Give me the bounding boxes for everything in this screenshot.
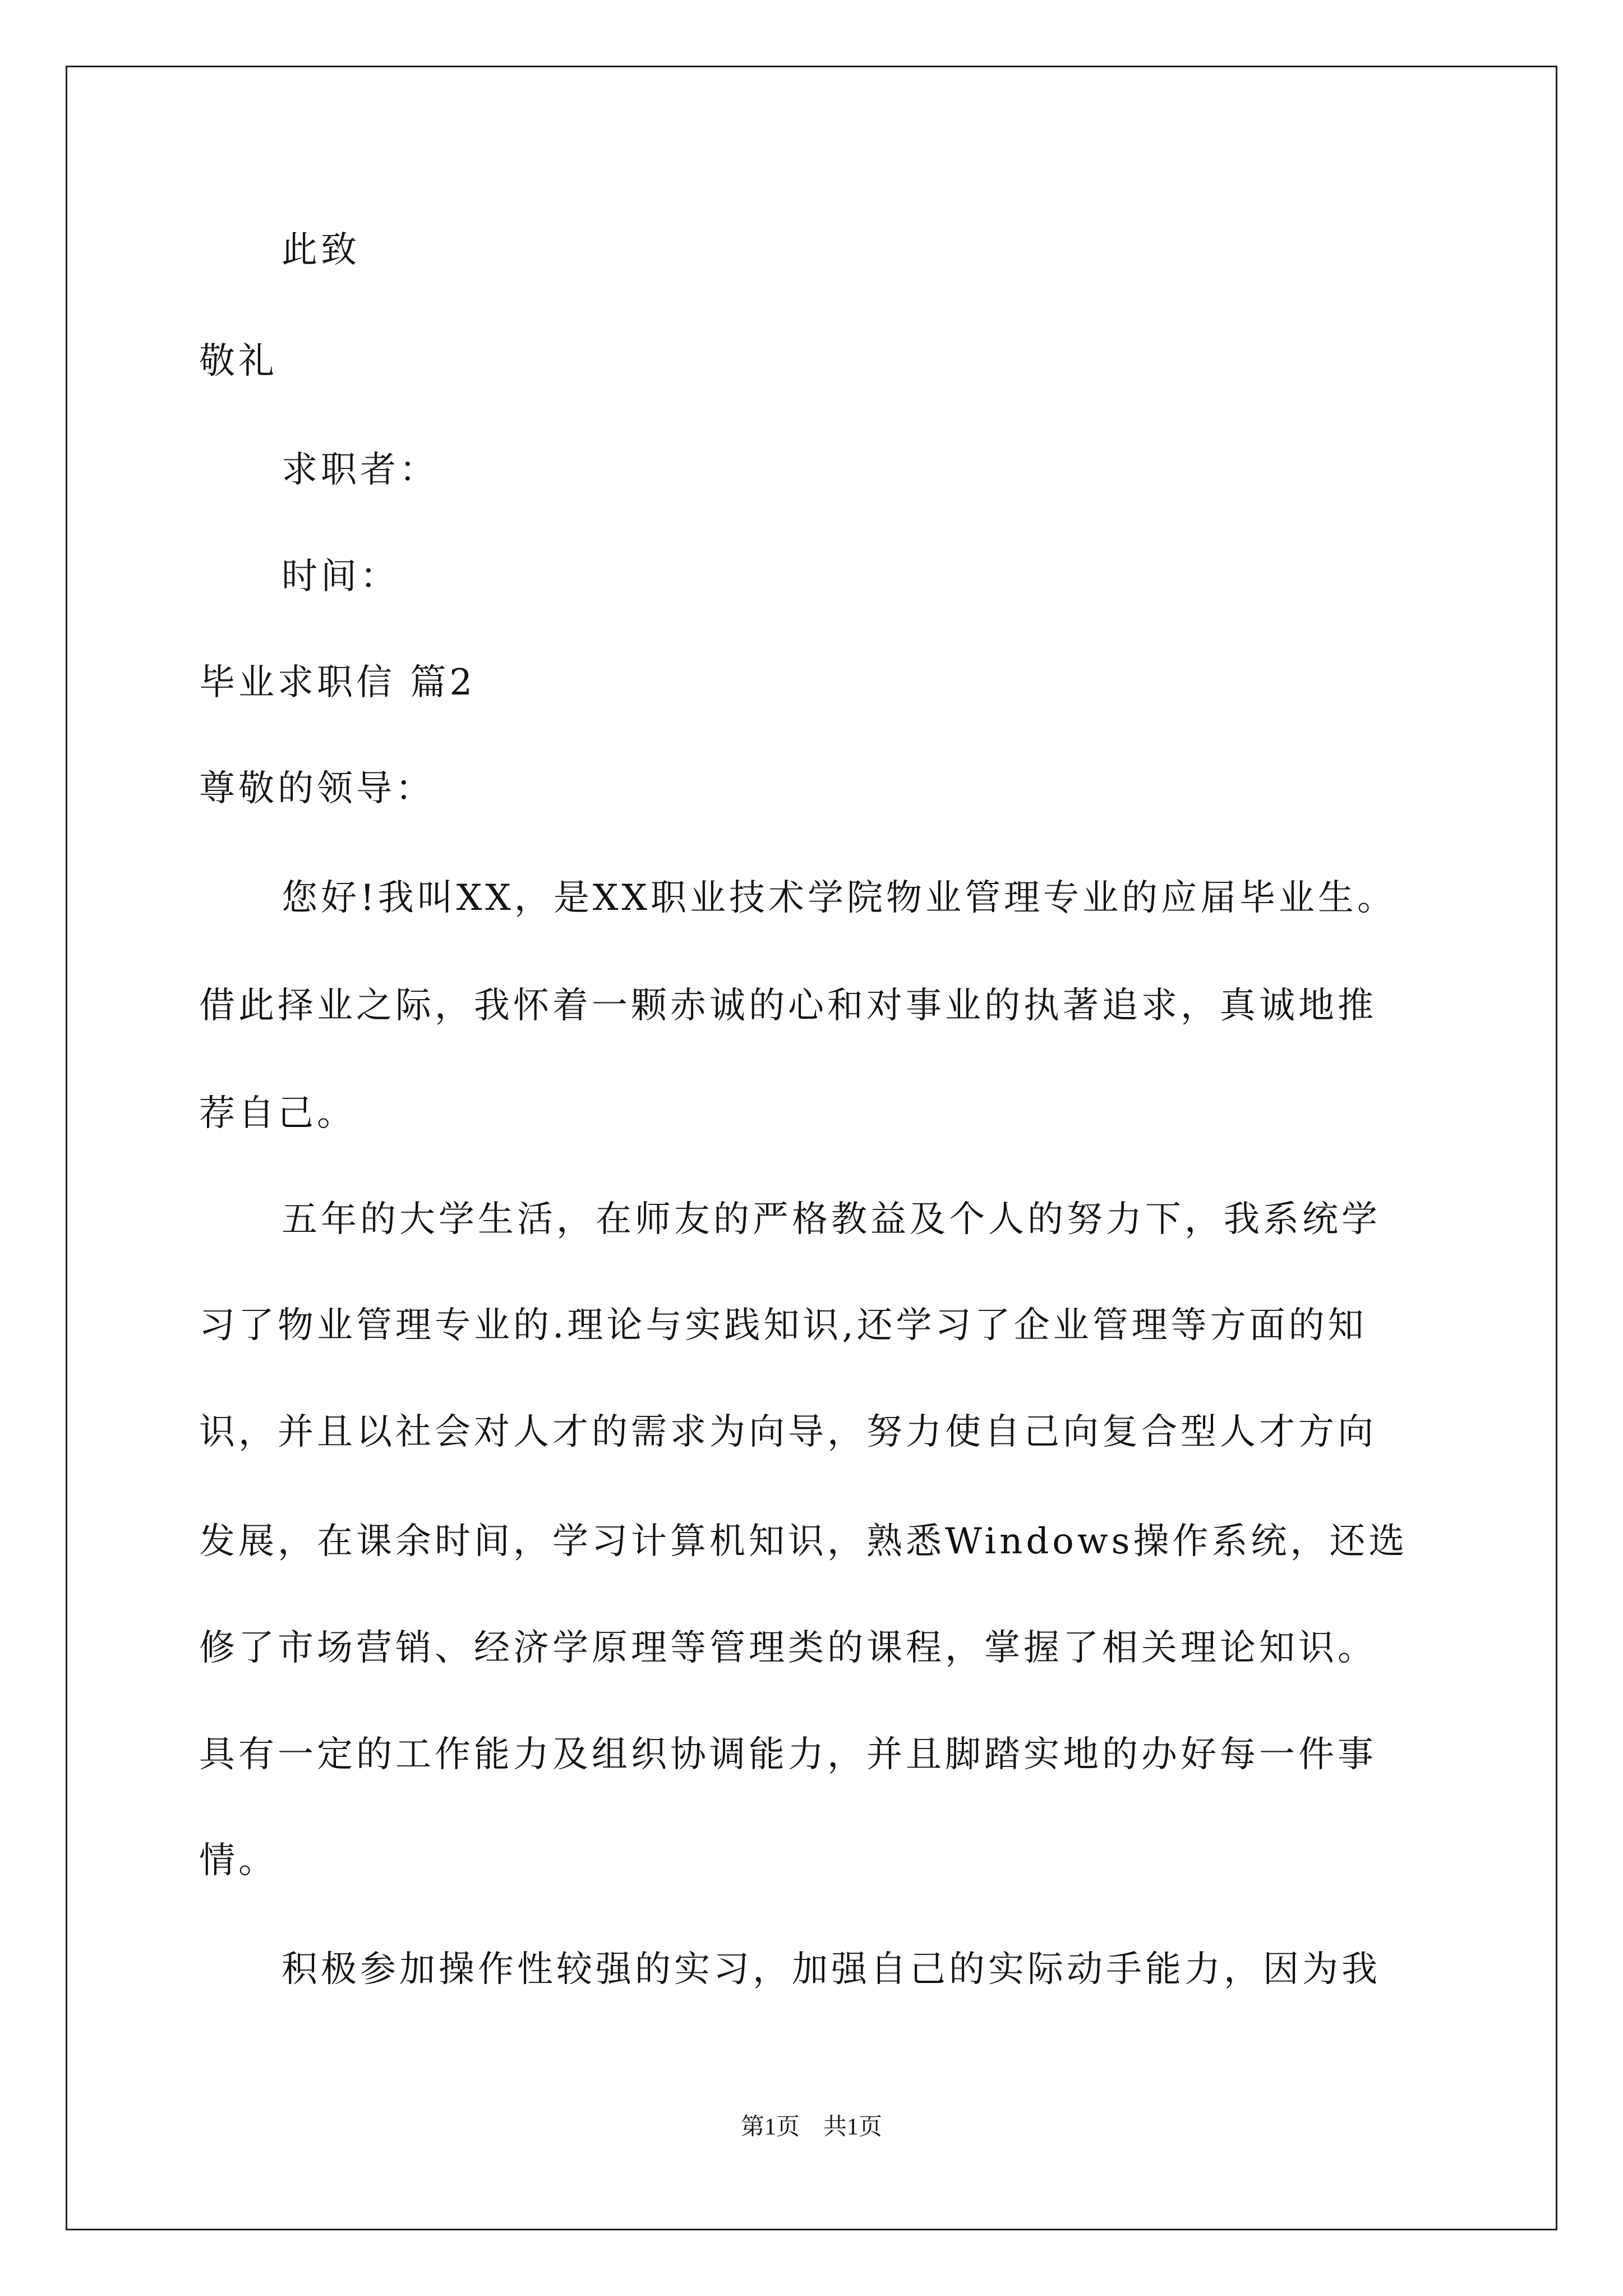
paragraph-2-line: 具有一定的工作能力及组织协调能力，并且脚踏实地的办好每一件事 (199, 1734, 1377, 1775)
paragraph-2-line: 发展，在课余时间，学习计算机知识，熟悉Windows操作系统，还选 (199, 1521, 1408, 1562)
paragraph-2-line: 习了物业管理专业的.理论与实践知识,还学习了企业管理等方面的知 (199, 1305, 1367, 1346)
paragraph-2-line: 识，并且以社会对人才的需求为向导，努力使自己向复合型人才方向 (199, 1411, 1377, 1453)
time-label: 时间： (282, 556, 399, 597)
paragraph-2-line: 情。 (199, 1840, 278, 1881)
page-footer: 第1页 共1页 (740, 2114, 882, 2140)
paragraph-2-line: 五年的大学生活，在师友的严格教益及个人的努力下，我系统学 (282, 1199, 1381, 1240)
paragraph-1-line: 荐自己。 (199, 1093, 356, 1134)
paragraph-1-line: 借此择业之际，我怀着一颗赤诚的心和对事业的执著追求，真诚地推 (199, 985, 1377, 1027)
salutation: 尊敬的领导： (199, 768, 435, 809)
closing-jingli: 敬礼 (199, 341, 278, 382)
paragraph-3-line: 积极参加操作性较强的实习，加强自己的实际动手能力，因为我 (282, 1949, 1381, 1990)
section-heading: 毕业求职信 篇2 (199, 662, 476, 703)
paragraph-2-line: 修了市场营销、经济学原理等管理类的课程，掌握了相关理论知识。 (199, 1627, 1377, 1669)
page-border (66, 66, 1557, 2230)
closing-cizhi: 此致 (282, 229, 360, 271)
paragraph-1-line: 您好!我叫XX，是XX职业技术学院物业管理专业的应届毕业生。 (282, 877, 1396, 919)
applicant-label: 求职者： (282, 449, 439, 491)
